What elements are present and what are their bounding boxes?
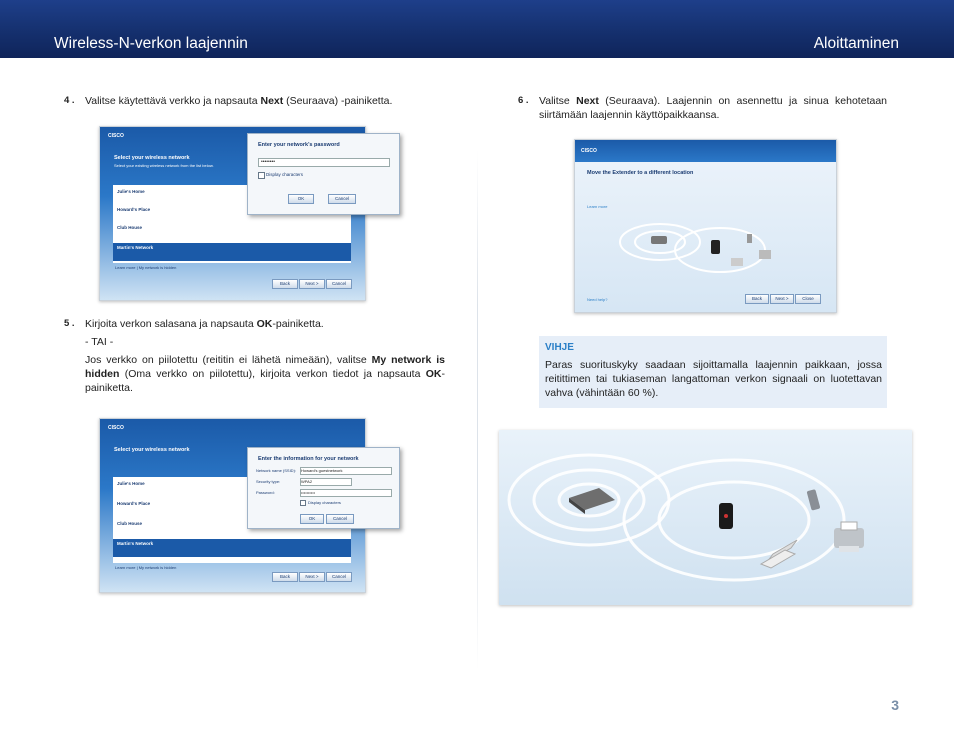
- wizard-links[interactable]: Learn more | My network is hidden: [115, 565, 177, 570]
- wizard-heading: Select your wireless network: [114, 155, 190, 161]
- or-separator: - TAI -: [85, 336, 114, 348]
- next-button[interactable]: Next >: [299, 572, 325, 582]
- tip-body: Paras suorituskyky saadaan sijoittamalla laajennin paikkaan, jossa reitittimen tai tukiaseman langattoman verkon signaali on luotettavan vahva (vähintään 60 %).: [545, 359, 882, 399]
- laptop-icon: [731, 258, 743, 266]
- router-icon: [651, 236, 667, 244]
- extender-placement-illustration: [499, 430, 912, 605]
- network-info-dialog: [247, 447, 400, 529]
- ssid-label: Network name (SSID):: [256, 468, 297, 473]
- step-4-number: 4 .: [64, 95, 75, 106]
- tip-heading: VIHJE: [545, 342, 574, 353]
- phone-icon: [747, 234, 752, 243]
- wizard-heading: Move the Extender to a different location: [587, 170, 694, 176]
- printer-icon: [759, 250, 771, 259]
- cancel-button[interactable]: Cancel: [328, 194, 356, 204]
- ssid-input[interactable]: Howard's guestnetwork: [300, 467, 392, 475]
- back-button[interactable]: Back: [745, 294, 769, 304]
- dialog-title: Enter your network's password: [258, 142, 340, 148]
- step-5-number: 5 .: [64, 318, 75, 329]
- network-row[interactable]: Howard's Place: [117, 207, 151, 212]
- cancel-button[interactable]: Cancel: [326, 514, 354, 524]
- printer-icon: [834, 522, 864, 552]
- step-6-number: 6 .: [518, 95, 529, 106]
- cancel-button[interactable]: Cancel: [326, 572, 352, 582]
- page-header: [0, 0, 954, 58]
- router-icon: [569, 488, 615, 514]
- network-row-selected[interactable]: Martin's Network: [113, 539, 351, 557]
- display-characters-label: Display characters: [266, 172, 304, 177]
- phone-icon: [807, 489, 821, 511]
- wizard-subtitle: Select your existing wireless network from the list below.: [114, 163, 214, 168]
- next-button[interactable]: Next >: [299, 279, 325, 289]
- header-right-title: Aloittaminen: [813, 35, 899, 52]
- step-6-text: Valitse Next (Seuraava). Laajennin on asennettu ja sinua kehotetaan siirtämään laajennin käyttöpaikkaansa.: [539, 95, 888, 121]
- dialog-title: Enter the information for your network: [258, 456, 359, 462]
- ok-button[interactable]: OK: [300, 514, 324, 524]
- tip-box: [539, 336, 887, 408]
- network-row[interactable]: Club House: [117, 225, 143, 230]
- step-5-hidden-network-text: Jos verkko on piilotettu (reititin ei lähetä nimeään), valitse My network is hidden (Oma verkko on piilotettu), kirjoita verkon tiedot ja napsauta OK-painiketta.: [85, 354, 445, 394]
- password-dialog: [247, 133, 400, 215]
- security-type-select[interactable]: WPA2: [300, 478, 352, 486]
- learn-more-link[interactable]: Learn more: [587, 204, 608, 209]
- step-4-text: Valitse käytettävä verkko ja napsauta Next (Seuraava) -painiketta.: [85, 95, 393, 107]
- need-help-link[interactable]: Need help?: [587, 297, 608, 302]
- column-divider: [477, 150, 478, 670]
- back-button[interactable]: Back: [272, 279, 298, 289]
- network-row-selected[interactable]: Martin's Network: [113, 243, 351, 261]
- network-row[interactable]: Julie's Home: [117, 189, 145, 194]
- extender-icon: [711, 240, 720, 254]
- cisco-logo: CISCO: [581, 148, 597, 154]
- password-input[interactable]: ••••••••••: [300, 489, 392, 497]
- wizard-links[interactable]: Learn more | My network is hidden: [115, 265, 177, 270]
- signal-coverage-graphic: [499, 430, 912, 605]
- back-button[interactable]: Back: [272, 572, 298, 582]
- display-characters-checkbox[interactable]: [300, 500, 306, 506]
- security-type-label: Security type:: [256, 479, 281, 484]
- header-left-title: Wireless-N-verkon laajennin: [54, 35, 248, 52]
- coverage-illustration: [615, 210, 815, 290]
- ok-button[interactable]: OK: [288, 194, 314, 204]
- display-characters-checkbox[interactable]: [258, 172, 265, 179]
- page-number: 3: [891, 697, 899, 713]
- network-row[interactable]: Howard's Place: [117, 501, 151, 506]
- close-button[interactable]: Close: [795, 294, 821, 304]
- extender-icon: [719, 503, 733, 529]
- next-button[interactable]: Next >: [770, 294, 794, 304]
- cisco-logo: CISCO: [108, 425, 124, 431]
- network-row[interactable]: Julie's Home: [117, 481, 145, 486]
- cancel-button[interactable]: Cancel: [326, 279, 352, 289]
- step-5-text: Kirjoita verkon salasana ja napsauta OK-painiketta.: [85, 318, 324, 330]
- password-label: Password:: [256, 490, 275, 495]
- network-row[interactable]: Club House: [117, 521, 143, 526]
- wizard-heading: Select your wireless network: [114, 447, 190, 453]
- password-input[interactable]: ••••••••: [258, 158, 390, 167]
- display-characters-label: Display characters: [308, 500, 341, 505]
- screenshot-move-extender: [574, 139, 837, 313]
- cisco-logo: CISCO: [108, 133, 124, 139]
